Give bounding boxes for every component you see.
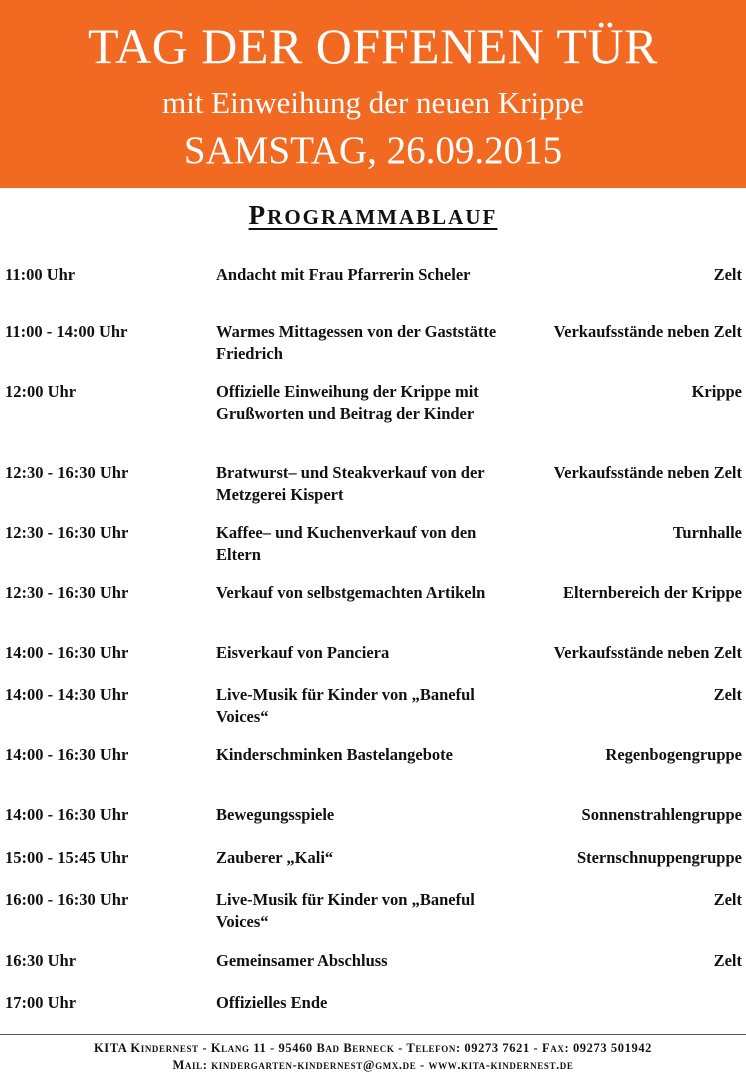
program-event: Bratwurst– und Steakverkauf von der Metzgerei Kispert — [216, 463, 485, 504]
program-event: Live-Musik für Kinder von „Baneful Voices“ — [216, 890, 475, 931]
program-event: Kinderschminken Bastelangebote — [216, 745, 453, 764]
program-place: Krippe — [691, 382, 742, 401]
program-time: 12:30 - 16:30 Uhr — [5, 523, 129, 542]
program-event: Offizielles Ende — [216, 993, 328, 1012]
program-place: Turnhalle — [672, 523, 742, 542]
program-place: Zelt — [713, 951, 742, 970]
program-heading-initial: P — [248, 200, 268, 230]
program-time: 14:00 - 16:30 Uhr — [5, 643, 129, 662]
program-time: 12:30 - 16:30 Uhr — [5, 463, 129, 482]
program-time: 14:00 - 16:30 Uhr — [5, 805, 129, 824]
event-subtitle: mit Einweihung der neuen Krippe — [162, 85, 584, 120]
footer-divider — [0, 1034, 746, 1035]
program-time: 12:00 Uhr — [5, 382, 77, 401]
program-place: Verkaufsstände neben Zelt — [553, 643, 742, 662]
program-place: Verkaufsstände neben Zelt — [553, 463, 742, 482]
program-place: Zelt — [713, 265, 742, 284]
program-event: Live-Musik für Kinder von „Baneful Voices“ — [216, 685, 475, 726]
program-place: Sonnenstrahlengruppe — [581, 805, 742, 824]
program-place: Sternschnuppengruppe — [576, 848, 742, 867]
program-event: Kaffee– und Kuchenverkauf von den Eltern — [216, 523, 477, 564]
program-time: 12:30 - 16:30 Uhr — [5, 583, 129, 602]
program-place: Zelt — [713, 685, 742, 704]
header-banner — [0, 0, 746, 188]
program-place: Verkaufsstände neben Zelt — [553, 322, 742, 341]
program-time: 14:00 - 16:30 Uhr — [5, 745, 129, 764]
program-time: 14:00 - 14:30 Uhr — [5, 685, 129, 704]
program-event: Offizielle Einweihung der Krippe mit Grußworten und Beitrag der Kinder — [216, 382, 479, 423]
program-place: Regenbogengruppe — [605, 745, 742, 764]
footer-address: KITA Kindernest - Klang 11 - 95460 Bad Berneck - Telefon: 09273 7621 - Fax: 09273 501942 — [93, 1041, 653, 1055]
program-event: Warmes Mittagessen von der Gaststätte Friedrich — [216, 322, 497, 363]
program-heading — [0, 200, 746, 231]
program-event: Bewegungsspiele — [216, 805, 335, 824]
program-event: Andacht mit Frau Pfarrerin Scheler — [216, 265, 471, 284]
program-event: Zauberer „Kali“ — [216, 848, 334, 867]
program-time: 16:30 Uhr — [5, 951, 77, 970]
program-time: 11:00 Uhr — [5, 265, 76, 284]
program-time: 15:00 - 15:45 Uhr — [5, 848, 129, 867]
program-place: Zelt — [713, 890, 742, 909]
program-time: 17:00 Uhr — [5, 993, 77, 1012]
program-event: Gemeinsamer Abschluss — [216, 951, 388, 970]
program-event: Verkauf von selbstgemachten Artikeln — [216, 583, 486, 602]
program-time: 16:00 - 16:30 Uhr — [5, 890, 129, 909]
program-event: Eisverkauf von Panciera — [216, 643, 390, 662]
program-time: 11:00 - 14:00 Uhr — [5, 322, 128, 341]
footer-contact: Mail: kindergarten-kindernest@gmx.de - www.kita-kindernest.de — [172, 1058, 574, 1072]
program-heading-rest: ROGRAMMABLAUF — [267, 205, 498, 229]
event-date: SAMSTAG, 26.09.2015 — [183, 129, 563, 172]
program-place: Elternbereich der Krippe — [562, 583, 742, 602]
event-title: TAG DER OFFENEN TÜR — [88, 18, 658, 74]
